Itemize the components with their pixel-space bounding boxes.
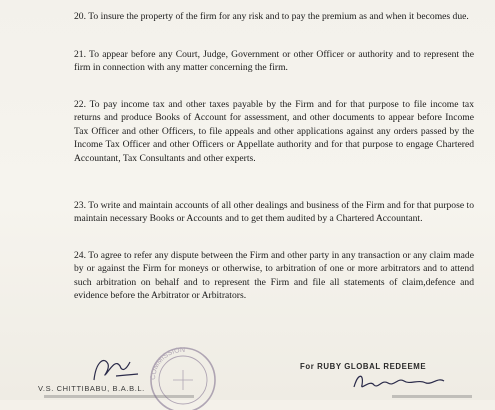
signature-scribble-icon <box>348 371 468 395</box>
signature-scribble-icon <box>86 352 146 386</box>
clause-24 <box>74 249 474 303</box>
clause-text: 23. To write and maintain accounts of all other dealings and business of the Firm and for that purpose to maintain necessary Books or Accounts and to get them audited by a Chartered Accountant. <box>74 200 474 225</box>
firm-name: For RUBY GLOBAL REDEEME <box>300 362 427 371</box>
clause-22 <box>74 98 474 165</box>
svg-text:COMMISSION <box>150 347 185 380</box>
left-signatory-name: V.S. CHITTIBABU, B.A.B.L. <box>38 384 145 393</box>
clause-text: 21. To appear before any Court, Judge, Government or other Officer or authority and to represent the firm in connection with any matter concerning the firm. <box>74 49 474 74</box>
clause-text: 24. To agree to refer any dispute between the Firm and other party in any transaction or any claim made by or against the Firm for moneys or otherwise, to arbitration of one or more arbitrators and to attend such arbitration on behalf and to represent the Firm and file all statements of claim,defence and evidence before the Arbitrator or Arbitrators. <box>74 250 474 302</box>
clause-text: 20. To insure the property of the firm for any risk and to pay the premium as and when it becomes due. <box>74 11 469 22</box>
clause-23 <box>74 199 474 226</box>
clause-text: 22. To pay income tax and other taxes payable by the Firm and for that purpose to file income tax returns and produce Books of Account for assessment, and other documents to appear before Income Tax Officer and other Officers, to file appeals and other applications against any orders passed by the Income Tax Officer and other Officers or Appellate authority and for that purpose to engage Chartered Accountant, Tax Consultants and other experts. <box>74 99 474 164</box>
faded-title-line <box>392 394 472 400</box>
clause-20 <box>74 10 474 23</box>
clause-21 <box>74 48 474 75</box>
seal-text: COMMISSION <box>149 346 186 381</box>
